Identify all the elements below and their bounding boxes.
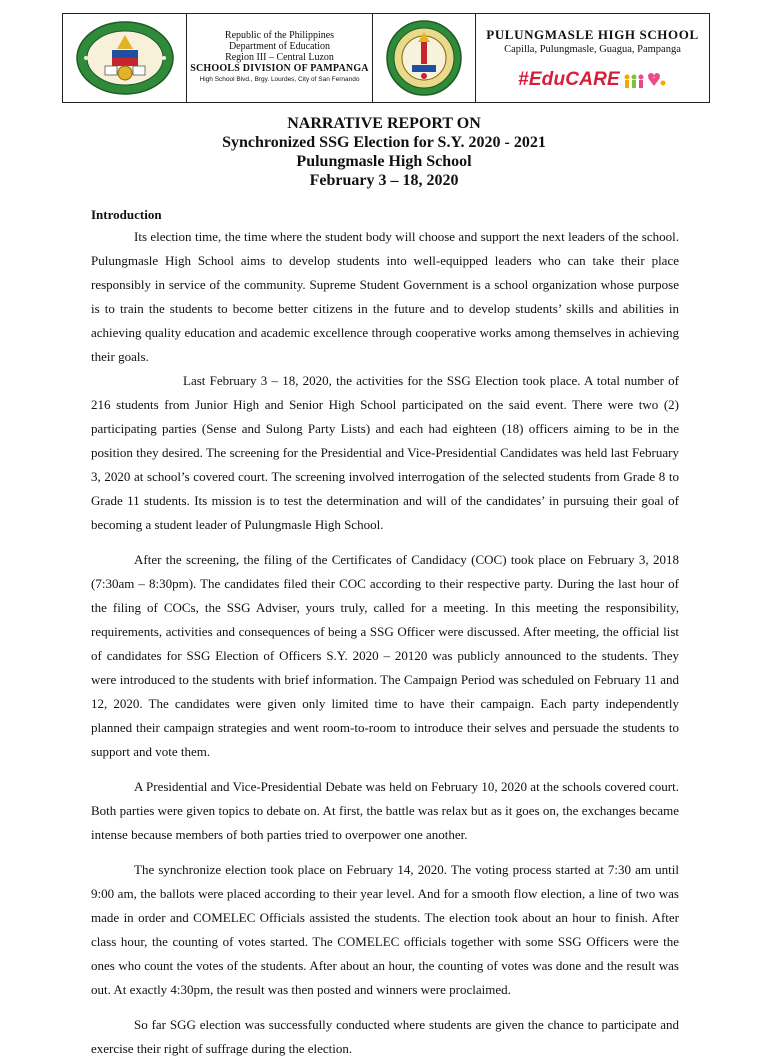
title-line-3: Pulungmasle High School (296, 153, 472, 170)
deped-seal-icon (72, 19, 178, 97)
school-address: Capilla, Pulungmasle, Guagua, Pampanga (504, 44, 681, 55)
deped-text-cell (187, 14, 373, 102)
paragraph: The synchronize election took place on February 14, 2020. The voting process started at 7:30 am until 9:00 am, the ballots were placed according to their year level. And for a smooth flow election, a line of two was made in order and COMELEC Officials assisted the students. The election took about an hour to finish. After class hour, the counting of votes started. The COMELEC officials together with some SSG Officers were the ones who count the votes of the students. After about an hour, the counting of votes was done and the result was out. At exactly 4:30pm, the result was then posted and winners were proclaimed. (91, 862, 679, 997)
title-line-2: Synchronized SSG Election for S.Y. 2020 - 2021 (222, 134, 546, 151)
paragraph: So far SGG election was successfully conducted where students are given the chance to participate and exercise their right of suffrage during the election. (91, 1017, 679, 1056)
report-title (0, 114, 768, 190)
section-heading: Introduction (91, 207, 162, 222)
region-line: Region III – Central Luzon (225, 52, 334, 63)
school-seal-cell (373, 14, 476, 102)
educare-logo (476, 69, 709, 91)
division-address: High School Blvd., Brgy. Lourdes, City of San Fernando (199, 76, 360, 83)
report-body (91, 205, 679, 1061)
school-seal-icon (384, 18, 464, 98)
letterhead (62, 13, 710, 103)
republic-line: Republic of the Philippines (224, 30, 335, 41)
paragraph: A Presidential and Vice-Presidential Debate was held on February 10, 2020 at the schools covered court. Both parties were given topics to debate on. At first, the battle was relax but as it goes on, the exchanges became intense because members of both parties tried to overpower one another. (91, 779, 679, 842)
title-line-1: NARRATIVE REPORT ON (287, 115, 481, 132)
paragraph: Its election time, the time where the student body will choose and support the next leaders of the school. Pulungmasle High School aims to develop students into well-equipped leaders who can take their place responsibly in service of the community. Supreme Student Government is a school organization whose purpose is to train the students to become better citizens in the future and to develop students’ skills and abilities in achieving quality education and academic excellence through cooperative works among themselves in achieving their goals. (91, 229, 679, 364)
paragraph: After the screening, the filing of the Certificates of Candidacy (COC) took place on February 3, 2018 (7:30am – 8:30pm). The candidates filed their COC according to their respective party. During the last hour of the filing of COCs, the SSG Adviser, yours truly, called for a meeting. In this meeting the responsibility, requirements, activities and consequences of being a SSG Officer were discussed. After meeting, the official list of candidates for SSG Election of Officers S.Y. 2020 – 20120 was publicly announced to the students. They were introduced to the students with brief information. The Campaign Period was scheduled on February 11 and 12, 2020. The candidates were given only limited time to have their campaign. Each party independently planned their campaign strategies and went room-to-room to introduce their selves and persuade the students to support and vote them. (91, 552, 679, 759)
school-info-cell (476, 14, 709, 102)
division-line: SCHOOLS DIVISION OF PAMPANGA (190, 63, 369, 74)
school-name: PULUNGMASLE HIGH SCHOOL (486, 27, 699, 42)
title-line-4: February 3 – 18, 2020 (309, 172, 459, 189)
educare-hashtag: #EduCARE (518, 69, 620, 90)
paragraph: Last February 3 – 18, 2020, the activities for the SSG Election took place. A total number of 216 students from Junior High and Senior High School participated on the said event. There were two (2) participating parties (Sense and Sulong Party Lists) and each had eighteen (18) officers aiming to be in the position they desired. The screening for the Presidential and Vice-Presidential Candidates was held last February 3, 2020 at school’s covered court. The screening involved interrogation of the selected students from Grade 8 to Grade 11 students. Its mission is to test the determination and will of the candidates’ in pursuing their goal of becoming a student leader of Pulungmasle High School. (91, 373, 679, 532)
people-figures-icon (623, 71, 667, 89)
deped-seal-cell (63, 14, 187, 102)
department-line: Department of Education (228, 41, 331, 52)
